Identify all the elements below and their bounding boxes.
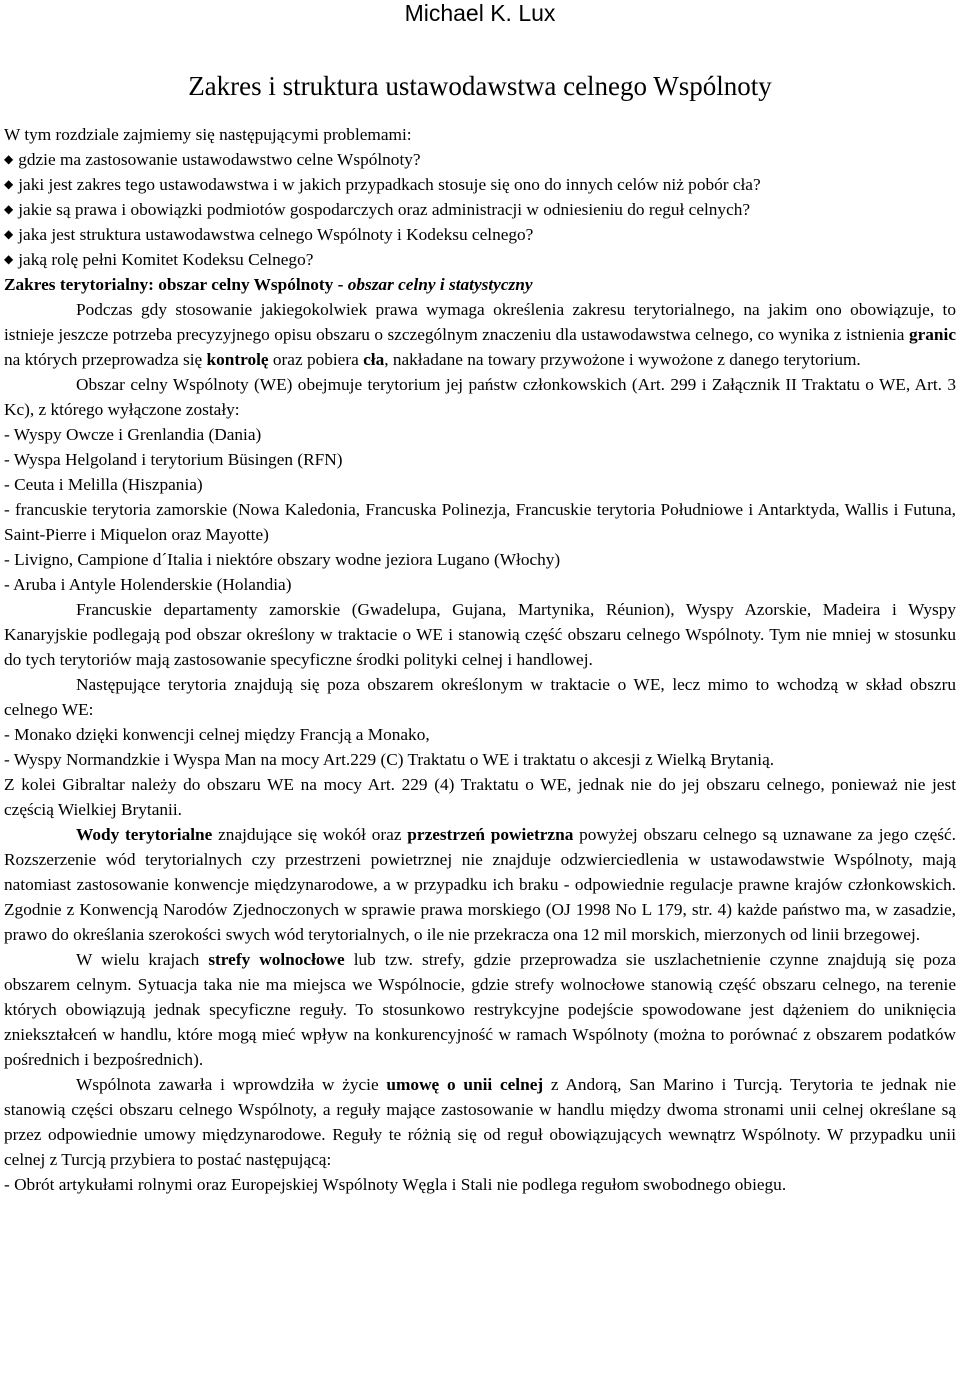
author-name: Michael K. Lux <box>404 0 556 26</box>
paragraph-gibraltar: Z kolei Gibraltar należy do obszaru WE na mocy Art. 229 (4) Traktatu o WE, jednak nie do jej obszaru celnego, ponieważ nie jest częścią Wielkiej Brytanii. <box>4 775 956 819</box>
paragraph-customs-union: Wspólnota zawarła i wprowdziła w życie umowę o unii celnej z Andorą, San Marino i Turcją. Terytoria te jednak nie stanowią części obszaru celnego Wspólnoty, a reguły mające zastosowanie w handlu między dwoma stronami unii celnej określane są przez odpowiednie umowy międzynarodowe. Reguły te różnią się od reguł obowiązujących wewnątrz Wspólnoty. W przypadku unii celnej z Turcją przybiera to postać następującą: <box>4 1075 957 1169</box>
list-item: - Wyspy Owcze i Grenlandia (Dania) <box>4 425 262 444</box>
paragraph-overseas-departments: Francuskie departamenty zamorskie (Gwadelupa, Gujana, Martynika, Réunion), Wyspy Azorskie, Madeira i Wyspy Kanaryjskie podlegają pod obszar określony w traktacie o WE i stanowią część obszaru celnego Wspólnoty. Tym nie mniej w stosunku do tych terytoriów mają zastosowanie specyficzne środki polityki celnej i handlowej. <box>4 600 956 669</box>
diamond-bullet-icon: ◆ <box>4 177 14 191</box>
document-body <box>4 122 956 1197</box>
diamond-bullet-icon: ◆ <box>4 202 14 216</box>
list-item: - Livigno, Campione d´Italia i niektóre obszary wodne jeziora Lugano (Włochy) <box>4 550 561 569</box>
section-heading: Zakres terytorialny: obszar celny Wspólnoty - obszar celny i statystyczny <box>4 275 533 294</box>
list-item: - Wyspy Normandzkie i Wyspa Man na mocy Art.229 (C) Traktatu o WE i traktatu o akcesji z Wielką Brytanią. <box>4 750 775 769</box>
list-item: - Obrót artykułami rolnymi oraz Europejskiej Wspólnoty Węgla i Stali nie podlega regułom swobodnego obiegu. <box>4 1175 787 1194</box>
list-item: ◆ jaką rolę pełni Komitet Kodeksu Celnego? <box>4 250 314 269</box>
document-title: Zakres i struktura ustawodawstwa celnego Wspólnoty <box>188 71 772 101</box>
paragraph-outside-territories: Następujące terytoria znajdują się poza obszarem określonym w traktacie o WE, lecz mimo to wchodzą w skład obszru celnego WE: <box>4 675 956 719</box>
list-item: - francuskie terytoria zamorskie (Nowa Kaledonia, Francuska Polinezja, Francuskie terytoria Południowe i Antarktyda, Wallis i Futuna, Saint-Pierre i Miquelon oraz Mayotte) <box>4 500 956 544</box>
outside-list <box>4 722 956 772</box>
list-item: - Wyspa Helgoland i terytorium Büsingen (RFN) <box>4 450 343 469</box>
intro-text: W tym rozdziale zajmiemy się następującymi problemami: <box>4 125 412 144</box>
question-list <box>4 147 956 272</box>
exclusion-list <box>4 422 956 597</box>
paragraph-free-zones: W wielu krajach strefy wolnocłowe lub tzw. strefy, gdzie przeprowadza sie uszlachetnienie czynne znajdują się poza obszarem celnym. Sytuacja taka nie ma miejsca we Wspólnocie, gdzie strefy wolnocłowe stanowią część obszaru celnego, na terenie których obowiązują jednak specyficzne reguły. To stosunkowo restrykcyjne podejście spowodowane jest dążeniem do uniknięcia zniekształceń w handlu, które mogą mieć wpływ na konkurencyjność w ramach Wspólnoty (można to porównać z obszarem podatków pośrednich i bezpośrednich). <box>4 950 957 1069</box>
list-item: - Ceuta i Melilla (Hiszpania) <box>4 475 203 494</box>
diamond-bullet-icon: ◆ <box>4 227 14 241</box>
list-item: - Aruba i Antyle Holenderskie (Holandia) <box>4 575 292 594</box>
paragraph-territorial-waters: Wody terytorialne znajdujące się wokół oraz przestrzeń powietrzna powyżej obszaru celnego są uznawane za jego część. Rozszerzenie wód terytorialnych czy przestrzeni powietrznej nie znajduje odzwierciedlenia w ustawodawstwie Wspólnoty, mają natomiast zastosowanie konwencje międzynarodowe, a w przypadku ich braku - odpowiednie regulacje prawne krajów członkowskich. Zgodnie z Konwencją Narodów Zjednoczonych w sprawie prawa morskiego (OJ 1998 No L 179, str. 4) każde państwo ma, w zasadzie, prawo do określania szerokości swych wód terytorialnych, o ile nie przekracza ona 12 mil morskich, mierzonych od linii brzegowej. <box>4 825 956 944</box>
paragraph-territorial-scope: Podczas gdy stosowanie jakiegokolwiek prawa wymaga określenia zakresu terytorialnego, na jakim ono obowiązuje, to istnieje jeszcze potrzeba precyzyjnego opisu obszaru o szczególnym znaczeniu dla ustawodawstwa celnego, co wynika z istnienia granic na których przeprowadza się kontrolę oraz pobiera cła, nakładane na towary przywożone i wywożone z danego terytorium. <box>4 300 956 369</box>
list-item: ◆ gdzie ma zastosowanie ustawodawstwo celne Wspólnoty? <box>4 150 421 169</box>
list-item: ◆ jaka jest struktura ustawodawstwa celnego Wspólnoty i Kodeksu celnego? <box>4 225 534 244</box>
list-item: ◆ jaki jest zakres tego ustawodawstwa i w jakich przypadkach stosuje się ono do innych celów niż pobór cła? <box>4 175 761 194</box>
list-item: ◆ jakie są prawa i obowiązki podmiotów gospodarczych oraz administracji w odniesieniu do reguł celnych? <box>4 200 751 219</box>
diamond-bullet-icon: ◆ <box>4 152 14 166</box>
paragraph-customs-area: Obszar celny Wspólnoty (WE) obejmuje terytorium jej państw członkowskich (Art. 299 i Załącznik II Traktatu o WE, Art. 3 Kc), z którego wyłączone zostały: <box>4 375 956 419</box>
diamond-bullet-icon: ◆ <box>4 252 14 266</box>
list-item: - Monako dzięki konwencji celnej między Francją a Monako, <box>4 725 430 744</box>
